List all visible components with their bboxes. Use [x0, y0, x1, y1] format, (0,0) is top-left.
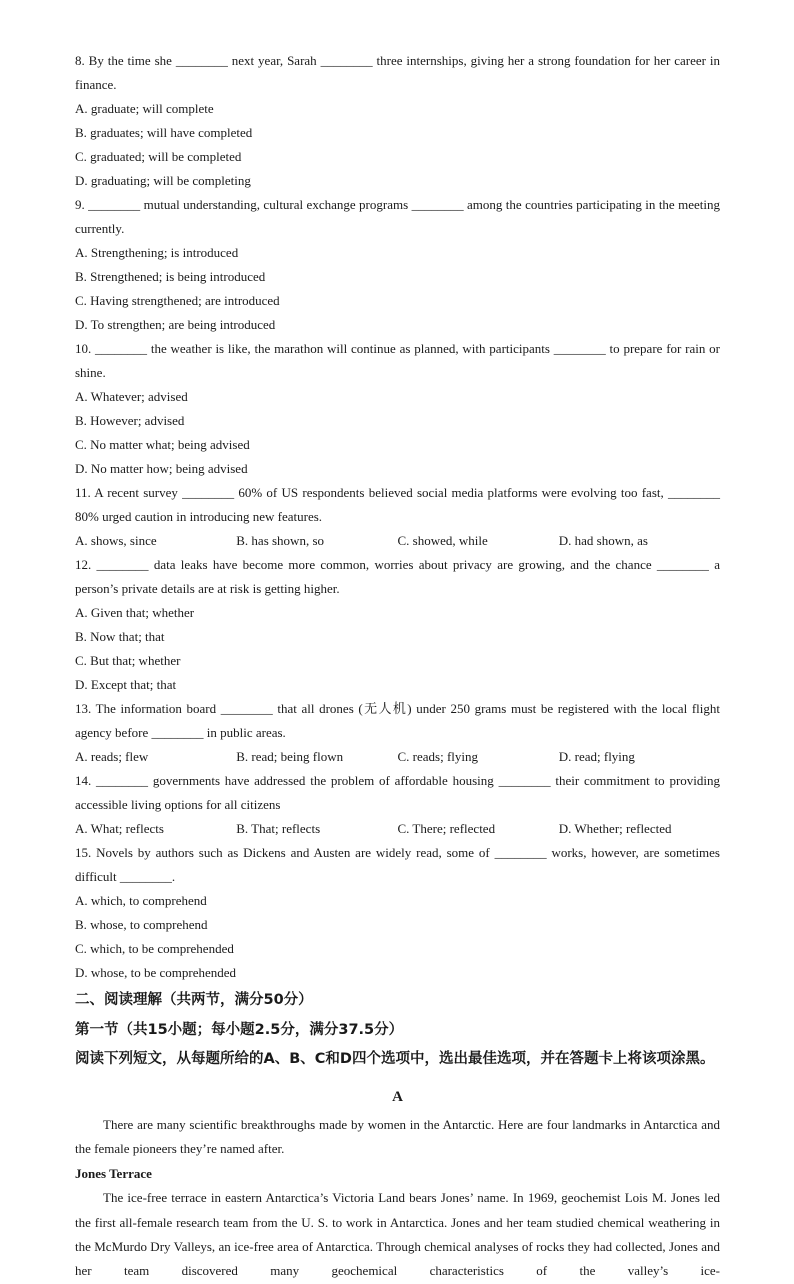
answer-option: A. Strengthening; is introduced: [75, 245, 239, 260]
answer-option: B. That; reflects: [236, 821, 321, 836]
question-block: [75, 481, 720, 553]
passage-label: A: [392, 1089, 403, 1105]
answer-option: C. which, to be comprehended: [75, 941, 234, 956]
answer-option: A. which, to comprehend: [75, 893, 207, 908]
section-instruction: 阅读下列短文，从每题所给的A、B、C和D四个选项中，选出最佳选项，并在答题卡上将该项涂黑。: [75, 1051, 715, 1067]
answer-options: [75, 745, 720, 769]
question-stem: 12. ________ data leaks have become more common, worries about privacy are growing, and the chance ________ a person’s private details are at risk is getting higher.: [75, 557, 720, 596]
answer-options: [75, 601, 720, 697]
answer-options: [75, 385, 720, 481]
answer-options: [75, 97, 720, 193]
answer-option: D. To strengthen; are being introduced: [75, 317, 276, 332]
question-stem: 15. Novels by authors such as Dickens and Austen are widely read, some of ________ works, however, are sometimes difficult ________.: [75, 845, 720, 884]
answer-option: C. reads; flying: [397, 749, 479, 764]
question-block: [75, 697, 720, 769]
answer-option: B. However; advised: [75, 413, 185, 428]
answer-options: [75, 817, 720, 841]
question-stem: 8. By the time she ________ next year, Sarah ________ three internships, giving her a strong foundation for her career in finance.: [75, 53, 720, 92]
passage-intro: There are many scientific breakthroughs made by women in the Antarctic. Here are four landmarks in Antarctica and the female pioneers they’re named after.: [75, 1117, 720, 1157]
question-list: [75, 49, 720, 985]
answer-option: C. graduated; will be completed: [75, 149, 242, 164]
question-block: [75, 553, 720, 697]
section-subtitle: 第一节（共15小题；每小题2.5分，满分37.5分）: [75, 1022, 404, 1038]
answer-options: [75, 889, 720, 985]
question-stem: 10. ________ the weather is like, the marathon will continue as planned, with participants ________ to prepare for rain or shine.: [75, 341, 720, 380]
answer-option: B. read; being flown: [236, 749, 344, 764]
question-block: [75, 769, 720, 841]
question-block: [75, 49, 720, 193]
answer-option: B. whose, to comprehend: [75, 917, 208, 932]
question-stem: 13. The information board ________ that all drones (无人机) under 250 grams must be registered with the local flight agency before ________ in public areas.: [75, 701, 720, 740]
answer-option: A. shows, since: [75, 533, 157, 548]
answer-option: A. reads; flew: [75, 749, 149, 764]
answer-option: C. But that; whether: [75, 653, 181, 668]
answer-option: C. There; reflected: [397, 821, 496, 836]
answer-option: C. No matter what; being advised: [75, 437, 250, 452]
answer-options: [75, 529, 720, 553]
answer-option: B. Strengthened; is being introduced: [75, 269, 266, 284]
answer-option: D. read; flying: [558, 749, 635, 764]
question-stem: 14. ________ governments have addressed the problem of affordable housing ________ their commitment to providing accessible living options for all citizens: [75, 773, 720, 812]
answer-option: D. had shown, as: [558, 533, 648, 548]
passage-subheading: Jones Terrace: [75, 1165, 152, 1181]
section-title: 二、阅读理解（共两节，满分50分）: [75, 992, 313, 1008]
question-stem: 11. A recent survey ________ 60% of US respondents believed social media platforms were evolving too fast, ________ 80% urged caution in introducing new features.: [75, 485, 720, 524]
answer-option: B. Now that; that: [75, 629, 165, 644]
answer-option: B. has shown, so: [236, 533, 325, 548]
question-stem: 9. ________ mutual understanding, cultural exchange programs ________ among the countries participating in the meeting currently.: [75, 197, 720, 236]
answer-option: A. What; reflects: [75, 821, 164, 836]
answer-option: D. graduating; will be completing: [75, 173, 251, 188]
answer-option: C. showed, while: [397, 533, 488, 548]
answer-option: D. Except that; that: [75, 677, 177, 692]
question-block: [75, 337, 720, 481]
answer-option: D. whose, to be comprehended: [75, 965, 237, 980]
answer-option: C. Having strengthened; are introduced: [75, 293, 280, 308]
answer-option: A. Given that; whether: [75, 605, 195, 620]
answer-option: D. No matter how; being advised: [75, 461, 248, 476]
question-block: [75, 193, 720, 337]
passage-body: The ice-free terrace in eastern Antarctica’s Victoria Land bears Jones’ name. In 1969, geochemist Lois M. Jones led the first all-female research team from the U. S. to work in Antarctica. Jones and her team studied chemical weathering in the McMurdo Dry Valleys, an ice-free area of Antarctica. Through chemical analyses of rocks they had collected, Jones and her team discovered many geochemical characteristics of the valley’s ice-: [75, 1190, 720, 1279]
answer-options: [75, 241, 720, 337]
answer-option: A. graduate; will complete: [75, 101, 214, 116]
question-block: [75, 841, 720, 985]
exam-page: [75, 49, 720, 1284]
answer-option: A. Whatever; advised: [75, 389, 188, 404]
answer-option: D. Whether; reflected: [558, 821, 672, 836]
answer-option: B. graduates; will have completed: [75, 125, 253, 140]
